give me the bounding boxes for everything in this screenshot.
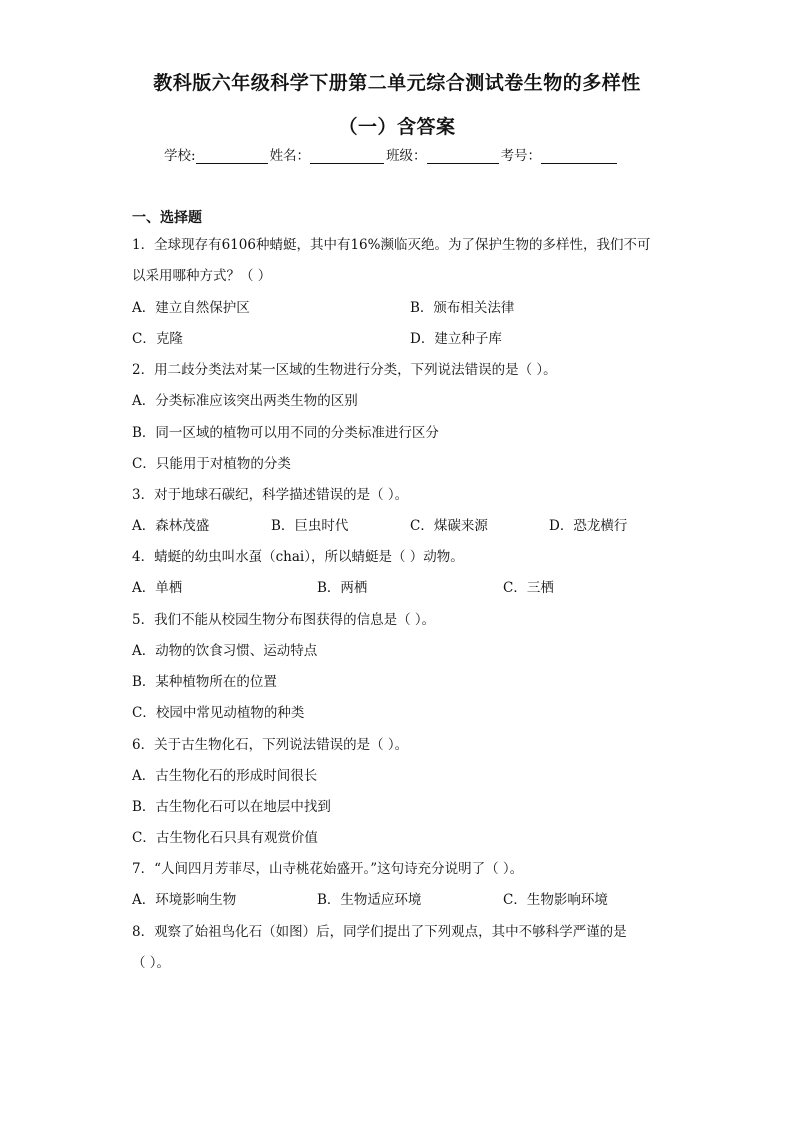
question-3-option-d: D．恐龙横行 <box>549 518 628 534</box>
question-1-option-d: D．建立种子库 <box>410 331 502 347</box>
question-1-stem-cont: 以采用哪种方式？（ ） <box>132 268 272 284</box>
question-6-option-a: A．古生物化石的形成时间很长 <box>132 768 318 784</box>
question-6-option-b: B．古生物化石可以在地层中找到 <box>132 799 331 815</box>
section-heading: 一、选择题 <box>132 210 202 226</box>
number-blank[interactable] <box>541 149 617 164</box>
question-5-option-a: A．动物的饮食习惯、运动特点 <box>132 643 318 659</box>
name-label: 姓名： <box>269 148 311 164</box>
question-1-option-a: A．建立自然保护区 <box>132 300 250 316</box>
question-1-option-b: B．颁布相关法律 <box>410 300 515 316</box>
class-blank[interactable] <box>427 149 499 164</box>
question-7-option-c: C．生物影响环境 <box>503 892 608 908</box>
question-7-stem: 7．“人间四月芳菲尽，山寺桃花始盛开。”这句诗充分说明了（ ）。 <box>132 861 524 877</box>
question-3-stem: 3．对于地球石碳纪，科学描述错误的是（ ）。 <box>132 487 409 503</box>
question-4-option-a: A．单栖 <box>132 580 183 596</box>
question-5-option-c: C．校园中常见动植物的种类 <box>132 705 305 721</box>
question-6-stem: 6．关于古生物化石，下列说法错误的是（ ）。 <box>132 737 409 753</box>
question-2-stem: 2．用二歧分类法对某一区域的生物进行分类，下列说法错误的是（ ）。 <box>132 362 557 378</box>
school-label: 学校: <box>164 148 196 164</box>
question-2-option-a: A．分类标准应该突出两类生物的区别 <box>132 393 358 409</box>
school-blank[interactable] <box>196 149 268 164</box>
question-5-option-b: B．某种植物所在的位置 <box>132 674 277 690</box>
question-4-stem: 4．蜻蜓的幼虫叫水虿（chai），所以蜻蜓是（ ）动物。 <box>132 549 464 565</box>
question-8-stem-cont: （ ）。 <box>132 955 171 971</box>
question-1-option-c: C．克隆 <box>132 331 183 347</box>
question-4-option-b: B．两栖 <box>317 580 368 596</box>
question-8-stem: 8．观察了始祖鸟化石（如图）后，同学们提出了下列观点，其中不够科学严谨的是 <box>132 924 627 940</box>
question-3-option-b: B．巨虫时代 <box>271 518 349 534</box>
student-info-row <box>164 144 619 164</box>
question-2-option-c: C．只能用于对植物的分类 <box>132 456 291 472</box>
question-3-option-a: A．森林茂盛 <box>132 518 210 534</box>
question-1-stem: 1．全球现存有6106种蜻蜓，其中有16%濒临灭绝。为了保护生物的多样性，我们不可 <box>132 237 651 253</box>
number-label: 考号： <box>500 148 542 164</box>
question-2-option-b: B．同一区域的植物可以用不同的分类标准进行区分 <box>132 425 439 441</box>
question-4-option-c: C．三栖 <box>503 580 554 596</box>
question-5-stem: 5．我们不能从校园生物分布图获得的信息是（ ）。 <box>132 612 436 628</box>
question-6-option-c: C．古生物化石只具有观赏价值 <box>132 830 318 846</box>
question-7-option-b: B．生物适应环境 <box>317 892 422 908</box>
name-blank[interactable] <box>310 149 384 164</box>
question-3-option-c: C．煤碳来源 <box>410 518 488 534</box>
question-7-option-a: A．环境影响生物 <box>132 892 237 908</box>
page-title: 教科版六年级科学下册第二单元综合测试卷生物的多样性 <box>153 72 641 94</box>
class-label: 班级： <box>386 148 427 164</box>
page-subtitle: （一）含答案 <box>338 116 456 138</box>
